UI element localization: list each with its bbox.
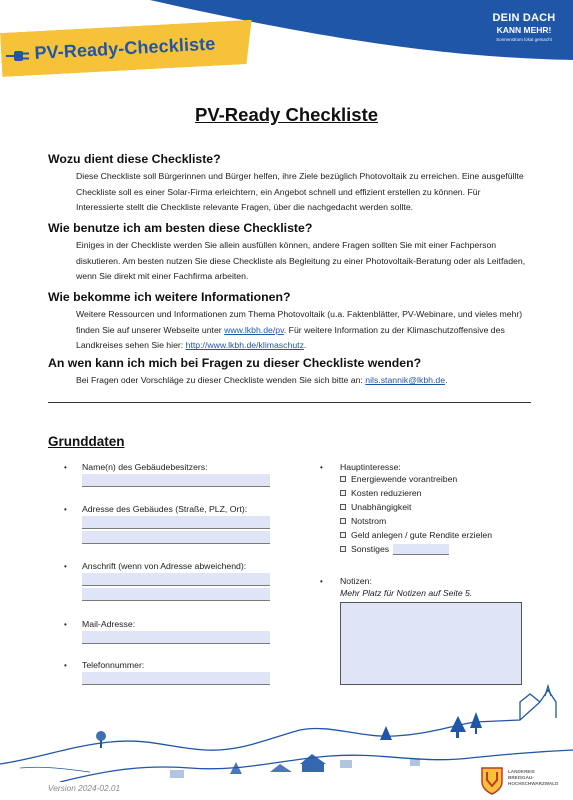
checkbox[interactable] bbox=[340, 546, 346, 552]
text-segment: Bei Fragen oder Vorschläge zu dieser Checkliste wenden Sie sich bitte an: bbox=[76, 375, 366, 385]
option-label: Unabhängigkeit bbox=[351, 502, 412, 512]
section-heading: Wozu dient diese Checkliste? bbox=[48, 152, 221, 166]
section-text: Einiges in der Checkliste werden Sie allein ausfüllen können, andere Fragen sollten Sie mit einer Fachperson diskutieren. Am besten nutzen Sie diese Checkliste als Begleitung zu einer Photovoltaik-Beratung oder als Leitfaden, wenn Sie direkt mit einer Fachfirma arbeiten. bbox=[76, 240, 526, 282]
email-input[interactable] bbox=[82, 631, 270, 644]
field-label-text: Telefonnummer: bbox=[82, 660, 145, 670]
notes-label-text: Notizen: bbox=[340, 576, 372, 586]
county-name bbox=[508, 769, 558, 787]
option-label: Geld anlegen / gute Rendite erzielen bbox=[351, 530, 493, 540]
field-postal-address bbox=[64, 561, 274, 601]
bullet: • bbox=[64, 661, 67, 670]
section-text: Diese Checkliste soll Bürgerinnen und Bürger helfen, ihre Ziele bezüglich Photovoltaik zu erreichen. Eine ausgefüllte Checkliste soll es einer Solar-Firma erleichtern, ein Angebot schnell und effizient erstellen zu können. Für Interessierte stellt die Checkliste relevante Fragen, über die nachgedacht werden sollte. bbox=[76, 171, 524, 213]
field-label bbox=[64, 504, 274, 514]
link-email[interactable]: nils.stannik@lkbh.de bbox=[365, 375, 446, 385]
option-label: Energiewende vorantreiben bbox=[351, 474, 458, 484]
logo-tagline: Sonnenstrom lokal gemacht bbox=[496, 37, 552, 42]
checkbox[interactable] bbox=[340, 518, 346, 524]
building-address-input-1[interactable] bbox=[82, 516, 270, 529]
checkbox[interactable] bbox=[340, 532, 346, 538]
banner-title: PV-Ready-Checkliste bbox=[34, 33, 216, 63]
section-usage bbox=[48, 221, 528, 285]
page-title: PV-Ready Checkliste bbox=[194, 104, 379, 125]
owner-name-input[interactable] bbox=[82, 474, 270, 487]
field-email bbox=[64, 619, 274, 644]
text-segment: . bbox=[445, 375, 448, 385]
version-label: Version 2024-02.01 bbox=[48, 783, 121, 793]
bullet: • bbox=[320, 463, 323, 472]
link-klimaschutz[interactable]: http://www.lkbh.de/klimaschutz bbox=[185, 340, 304, 351]
postal-address-input-1[interactable] bbox=[82, 573, 270, 586]
section-information bbox=[48, 290, 528, 354]
bullet: • bbox=[64, 505, 67, 514]
section-purpose bbox=[48, 152, 528, 216]
section-heading: An wen kann ich mich bei Fragen zu dieser Checkliste wenden? bbox=[48, 356, 422, 370]
field-label bbox=[64, 660, 274, 670]
form-title: Grunddaten bbox=[48, 434, 125, 449]
section-contact bbox=[48, 356, 528, 389]
checkbox[interactable] bbox=[340, 476, 346, 482]
interest-option[interactable] bbox=[340, 500, 520, 514]
field-label-text: Mail-Adresse: bbox=[82, 619, 136, 629]
bullet: • bbox=[64, 463, 67, 472]
notes-group bbox=[320, 576, 520, 685]
option-label: Kosten reduzieren bbox=[351, 488, 422, 498]
notes-hint: Mehr Platz für Notizen auf Seite 5. bbox=[340, 588, 473, 598]
section-heading: Wie bekomme ich weitere Informationen? bbox=[48, 290, 291, 304]
building-address-input-2[interactable] bbox=[82, 531, 270, 544]
checkbox[interactable] bbox=[340, 504, 346, 510]
option-label: Sonstiges bbox=[351, 544, 390, 554]
checkbox[interactable] bbox=[340, 490, 346, 496]
text-segment: . bbox=[303, 340, 307, 351]
interest-option[interactable] bbox=[340, 486, 520, 500]
interest-label-text: Hauptinteresse: bbox=[340, 462, 401, 472]
interest-option-other[interactable] bbox=[340, 542, 520, 556]
logo-line-2: KANN MEHR! bbox=[496, 25, 552, 35]
field-label bbox=[64, 561, 274, 571]
county-crest-icon bbox=[480, 766, 504, 796]
option-label: Notstrom bbox=[351, 516, 387, 526]
notes-label bbox=[320, 576, 520, 586]
field-building-address bbox=[64, 504, 274, 544]
section-heading: Wie benutze ich am besten diese Checkliste? bbox=[48, 221, 313, 235]
interest-option[interactable] bbox=[340, 514, 520, 528]
section-divider bbox=[48, 402, 531, 403]
field-label bbox=[64, 462, 274, 472]
county-line-2: BREISGAU- bbox=[508, 775, 534, 780]
section-text bbox=[76, 307, 528, 354]
field-label-text: Anschrift (wenn von Adresse abweichend): bbox=[82, 561, 247, 571]
link-pv[interactable]: www.lkbh.de/pv bbox=[224, 324, 284, 335]
county-line-1: LANDKREIS bbox=[508, 769, 535, 774]
postal-address-input-2[interactable] bbox=[82, 588, 270, 601]
logo-line-1: DEIN DACH bbox=[492, 12, 556, 24]
other-interest-input[interactable] bbox=[393, 544, 449, 555]
field-owner-name bbox=[64, 462, 274, 487]
interest-label bbox=[320, 462, 520, 472]
county-line-3: HOCHSCHWARZWALD bbox=[508, 781, 559, 786]
section-text bbox=[76, 373, 528, 389]
bullet: • bbox=[64, 562, 67, 571]
text-segment: Weitere Ressourcen und Informationen zum Thema Photovoltaik (u.a. Faktenblätter, PV-Webinare, und vieles mehr) finden Sie auf unserer Webseite unter bbox=[76, 309, 523, 335]
plug-icon bbox=[6, 49, 32, 63]
field-label-text: Adresse des Gebäudes (Straße, PLZ, Ort): bbox=[82, 504, 248, 514]
bullet: • bbox=[64, 620, 67, 629]
interest-option[interactable] bbox=[340, 472, 520, 486]
field-label-text: Name(n) des Gebäudebesitzers: bbox=[82, 462, 208, 472]
field-label bbox=[64, 619, 274, 629]
bullet: • bbox=[320, 577, 323, 586]
text-segment: . Für weitere Information zu der Klimaschutzoffensive des Landkreises sehen Sie hier: bbox=[76, 324, 505, 351]
interest-option[interactable] bbox=[340, 528, 520, 542]
main-interest-group bbox=[320, 462, 520, 556]
campaign-logo bbox=[489, 12, 559, 42]
